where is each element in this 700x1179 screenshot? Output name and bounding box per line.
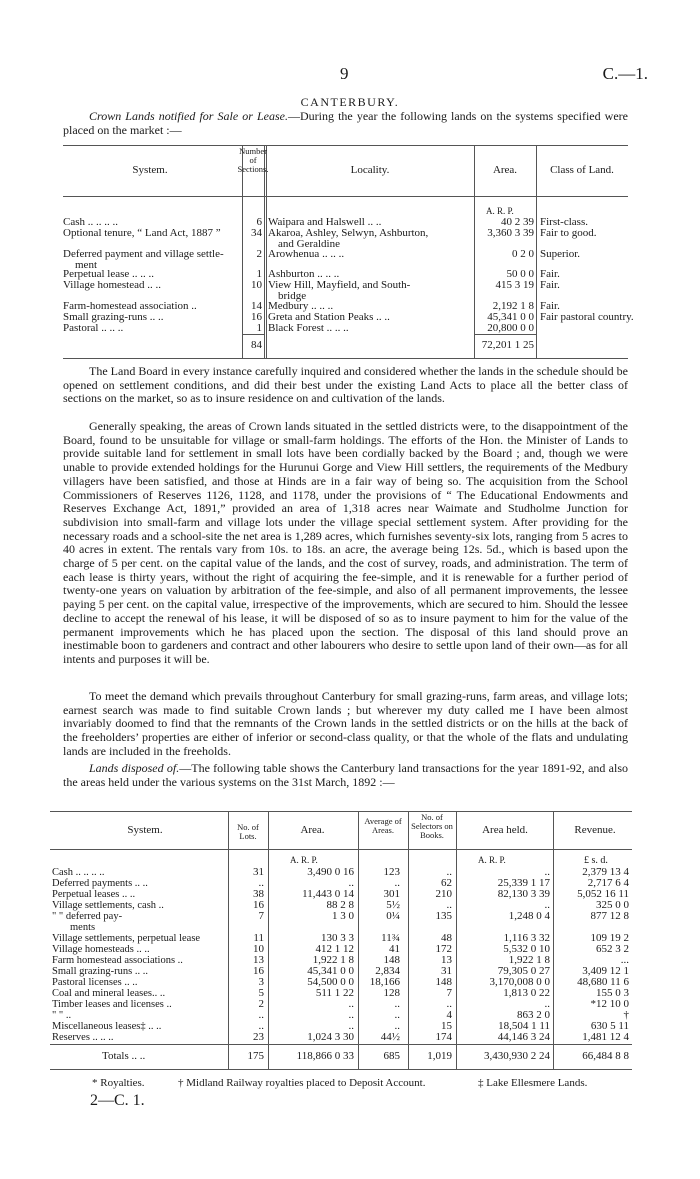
table2-cell-area-held: ..: [544, 998, 550, 1010]
header-area: Area.: [492, 164, 518, 176]
table2-cell-area-held: 3,170,008 0 0: [489, 976, 550, 988]
table1-bottom-rule: [63, 358, 628, 359]
table1-cell-area: 3,360 3 39: [487, 227, 534, 239]
table1-cell-locality: Arowhenua .. .. ..: [268, 248, 345, 260]
table2-cell-area: 54,500 0 0: [307, 976, 354, 988]
table2-cell-selectors: ..: [446, 866, 452, 878]
table2-cell-area-held: 79,305 0 27: [497, 965, 550, 977]
table2-cell-area-held: 82,130 3 39: [497, 888, 550, 900]
table2-cell-lots: 2: [258, 998, 264, 1010]
table2-cell-selectors: 135: [435, 910, 452, 922]
table2-cell-lots: 10: [253, 943, 264, 955]
table2-cell-area-held: 1,248 0 4: [508, 910, 550, 922]
table2-cell-lots: 31: [253, 866, 264, 878]
table1-cell-system: Optional tenure, “ Land Act, 1887 ”: [63, 227, 221, 239]
table2-cell-average: 148: [383, 954, 400, 966]
table1-cell-area: 2,192 1 8: [492, 300, 534, 312]
table1-cell-area: 50 0 0: [506, 268, 534, 280]
table1-header-rule: [63, 196, 628, 197]
table2-cell-area: ..: [348, 1020, 354, 1032]
header2-revenue: Revenue.: [574, 824, 616, 836]
header2-lots: No. of Lots.: [237, 822, 259, 841]
table1-cell-sections: 16: [251, 311, 262, 323]
table2-cell-system: Village settlements, perpetual lease: [52, 933, 201, 944]
table2-cell-average: 301: [383, 888, 400, 900]
table2-cell-system: Perpetual leases .. ..: [52, 889, 136, 900]
table2-cell-system: Coal and mineral leases.. ..: [52, 988, 166, 999]
table2-cell-average: 41: [389, 943, 400, 955]
table2-cell-selectors: ..: [446, 899, 452, 911]
table2-cell-area-held: 18,504 1 11: [498, 1020, 550, 1032]
disposed-lead: Lands disposed of.: [89, 761, 180, 775]
table2-cell-lots: 16: [253, 899, 264, 911]
table2-cell-area: 3,490 0 16: [307, 866, 354, 878]
table1-cell-locality: Akaroa, Ashley, Selwyn, Ashburton,: [268, 227, 429, 239]
table2-cell-area: ..: [348, 998, 354, 1010]
table2-cell-system: " " ..: [52, 1010, 72, 1021]
table2-cell-average: 18,166: [369, 976, 400, 988]
table2-total-area: 118,866 0 33: [296, 1050, 354, 1062]
table2-total-selectors: 1,019: [427, 1050, 452, 1062]
table2-total-average: 685: [383, 1050, 400, 1062]
table2-cell-system: Cash .. .. .. ..: [52, 867, 105, 878]
table2-cell-average: ..: [394, 1020, 400, 1032]
intro-paragraph: [63, 110, 628, 137]
table2-cell-revenue: 155 0 3: [596, 987, 629, 999]
table1-column-rule: [266, 145, 267, 358]
table2-cell-revenue: †: [623, 1009, 629, 1021]
table2-cell-revenue: 877 12 8: [590, 910, 629, 922]
table1-cell-area: 40 2 39: [501, 216, 534, 228]
table1-cell-locality: Greta and Station Peaks .. ..: [268, 311, 390, 323]
table2-cell-lots: ..: [258, 1020, 264, 1032]
table1-cell-sections: 14: [251, 300, 262, 312]
table2-cell-average: 44½: [380, 1031, 400, 1043]
table2-cell-system-cont: ments: [70, 922, 96, 933]
table2-bottom-rule: [50, 1069, 632, 1070]
table2-cell-average: ..: [394, 877, 400, 889]
table2-cell-selectors: 148: [435, 976, 452, 988]
units2-revenue: £ s. d.: [584, 855, 608, 866]
table1-cell-locality: View Hill, Mayfield, and South-: [268, 279, 411, 291]
table1-cell-class: Fair.: [540, 268, 560, 280]
table2-cell-selectors: 172: [435, 943, 452, 955]
table2-cell-system: Reserves .. .. ..: [52, 1032, 114, 1043]
table2-cell-area-held: 44,146 3 24: [497, 1031, 550, 1043]
table2-cell-selectors: ..: [446, 998, 452, 1010]
table1-cell-locality-cont: bridge: [278, 290, 307, 302]
table1-cell-sections: 2: [256, 248, 262, 260]
document-reference: C.—1.: [602, 64, 648, 83]
table2-cell-average: 11¾: [381, 932, 400, 944]
disposed-paragraph: [63, 762, 628, 789]
table2-cell-area: ..: [348, 1009, 354, 1021]
table2-cell-selectors: 48: [441, 932, 452, 944]
table2-cell-average: 123: [383, 866, 400, 878]
table2-cell-selectors: 13: [441, 954, 452, 966]
table2-cell-system: Deferred payments .. ..: [52, 878, 148, 889]
table2-cell-area-held: 1,922 1 8: [508, 954, 550, 966]
table2-cell-average: 0¼: [386, 910, 400, 922]
header2-area-held: Area held.: [482, 824, 528, 836]
table1-cell-locality: Black Forest .. .. ..: [268, 322, 349, 334]
table1-cell-system: Farm-homestead association ..: [63, 300, 197, 312]
table1-cell-system-cont: ment: [75, 259, 97, 271]
table2-cell-area: 45,341 0 0: [307, 965, 354, 977]
table2-cell-selectors: 31: [441, 965, 452, 977]
table2-cell-area: 1,024 3 30: [307, 1031, 354, 1043]
footnote-ellesmere: ‡ Lake Ellesmere Lands.: [478, 1077, 588, 1089]
table2-cell-revenue: 2,717 6 4: [587, 877, 629, 889]
table1-cell-system: Village homestead .. ..: [63, 279, 162, 291]
table1-cell-sections: 10: [251, 279, 262, 291]
table2-cell-area: 88 2 8: [326, 899, 354, 911]
table2-cell-lots: ..: [258, 1009, 264, 1021]
table1-total-area: 72,201 1 25: [481, 339, 534, 351]
table1-cell-sections: 6: [256, 216, 262, 228]
table1-cell-area: 20,800 0 0: [487, 322, 534, 334]
intro-text: —During the year the following lands on the systems specified were placed on the market :—: [63, 109, 628, 137]
table1-cell-system: Deferred payment and village settle-: [63, 248, 224, 260]
table2-cell-lots: 38: [253, 888, 264, 900]
table2-header-rule: [50, 849, 632, 850]
table1-cell-area: 45,341 0 0: [487, 311, 534, 323]
table2-cell-area-held: 1,813 0 22: [503, 987, 550, 999]
table2-cell-lots: 11: [253, 932, 264, 944]
table1-cell-locality: Ashburton .. .. ..: [268, 268, 340, 280]
table2-cell-area: 1,922 1 8: [312, 954, 354, 966]
table2-cell-revenue: 2,379 13 4: [582, 866, 629, 878]
table2-cell-selectors: 62: [441, 877, 452, 889]
table1-cell-area: 415 3 19: [495, 279, 534, 291]
table2-cell-revenue: 5,052 16 11: [577, 888, 629, 900]
table2-cell-system: Timber leases and licenses ..: [52, 999, 172, 1010]
table1-cell-locality: Medbury .. .. ..: [268, 300, 334, 312]
table2-cell-revenue: 109 19 2: [590, 932, 629, 944]
header2-selectors: No. of Selectors on Books.: [411, 812, 453, 840]
table1-cell-class: Superior.: [540, 248, 581, 260]
table2-cell-area: 412 1 12: [315, 943, 354, 955]
table1-cell-system: Pastoral .. .. ..: [63, 322, 124, 334]
table2-cell-revenue: 3,409 12 1: [582, 965, 629, 977]
table2-cell-system: Small grazing-runs .. ..: [52, 966, 148, 977]
table2-cell-system: Pastoral licenses .. ..: [52, 977, 138, 988]
table1-cell-locality-cont: and Geraldine: [278, 238, 340, 250]
table1-cell-class: Fair to good.: [540, 227, 597, 239]
table2-total-revenue: 66,484 8 8: [582, 1050, 629, 1062]
table1-cell-system: Cash .. .. .. ..: [63, 216, 118, 228]
table2-cell-selectors: 7: [446, 987, 452, 999]
table2-cell-lots: ..: [258, 877, 264, 889]
table2-cell-lots: 13: [253, 954, 264, 966]
table2-cell-revenue: 652 3 2: [596, 943, 629, 955]
table2-cell-area-held: 5,532 0 10: [503, 943, 550, 955]
table2-cell-lots: 7: [258, 910, 264, 922]
units2-held: A. R. P.: [478, 855, 506, 865]
table2-totals-rule: [50, 1044, 632, 1045]
table2-cell-average: ..: [394, 1009, 400, 1021]
table1-cell-class: Fair pastoral country.: [540, 311, 634, 323]
table2-cell-revenue: 48,680 11 6: [577, 976, 629, 988]
body-paragraph-2: Generally speaking, the areas of Crown lands situated in the settled districts were, to the disappointment of the Board, found to be unsuitable for village or small-farm holdings. The efforts of the Hon. the Minister of Lands to provide suitable land for settlement in small lots have been cordially backed by the Board ; and, though we were unable to provide extended holdings for the Hurunui Gorge and View Hill settlers, the requirements of the Medbury villagers have been satisfied, and those at Hinds are in a fair way of being so. The acquisition from the School Commissioners of Reserves 1126, 1128, and 1178, under the provisions of “ The Educational Endowments and Reserves Exchange Act, 1891,” provided an area of 1,318 acres near Waimate and Studholme Junction for subdivision into small-farm and village lots under the village special settlement system. After providing for the necessary roads and a school-site the net area is 1,289 acres, which furnishes seventy-six lots, ranging from 5 acres to 40 acres in extent. The rentals vary from 10s. to 18s. an acre, the average being 12s. 5d., which is based upon the charge of 5 per cent. on the capital value of the lands, and the cost of survey, roads, and administration. The term of each lease is thirty years, without the right of acquiring the fee-simple, and it is renewable for a further period of twenty-one years on valuation by arbitration of the fee-simple, and also of all permanent improvements, the lessee paying 5 per cent. on the capital value, irrespective of the improvements, which are secured to him. Should the lessee decline to accept the renewal of his lease, it will be disposed of so as to insure payment to him for the value of the permanent improvements which he has placed upon the section. The disposal of this land should prove an inestimable boon to gardeners and contract and other labourers who desire to settle upon land of their own—as for all intents and purposes it will be.: [63, 419, 628, 666]
table2-cell-revenue: 325 0 0: [596, 899, 629, 911]
table1-cell-sections: 1: [256, 322, 262, 334]
table1-cell-class: Fair.: [540, 279, 560, 291]
table2-cell-selectors: 210: [435, 888, 452, 900]
table2-totals-label: Totals .. ..: [102, 1050, 146, 1062]
table2-cell-area-held: 25,339 1 17: [497, 877, 550, 889]
area-units: A. R. P.: [486, 206, 514, 216]
body-paragraph-3: To meet the demand which prevails throughout Canterbury for small grazing-runs, farm areas, and village lots; earnest search was made to find suitable Crown lands ; but wherever my duty called me I have been almost invariably doomed to find that the remnants of the Crown lands in the settled districts or on the hills at the back of the freeholders’ properties are either of inferior or second-class quality, or that the whole of the flats and undulating lands are included in the freeholds.: [63, 689, 628, 758]
table1-cell-class: Fair.: [540, 300, 560, 312]
units2-area: A. R. P.: [290, 855, 318, 865]
table2-top-rule: [50, 811, 632, 812]
table1-cell-system: Perpetual lease .. .. ..: [63, 268, 155, 280]
table2-cell-revenue: 1,481 12 4: [582, 1031, 629, 1043]
intro-lead: Crown Lands notified for Sale or Lease.: [89, 109, 289, 123]
table2-cell-average: ..: [394, 998, 400, 1010]
header-locality: Locality.: [350, 164, 390, 176]
table2-cell-area: 130 3 3: [321, 932, 354, 944]
body-paragraph-1: The Land Board in every instance carefully inquired and considered whether the lands in the schedule should be opened on settlement conditions, and did their best under the existing Land Acts to place all the better class of sections on the market, so as to insure residence on and cultivation of the lands.: [63, 364, 628, 406]
table1-cell-area: 0 2 0: [512, 248, 534, 260]
table2-cell-revenue: 630 5 11: [590, 1020, 629, 1032]
table2-cell-lots: 3: [258, 976, 264, 988]
table2-cell-average: 128: [383, 987, 400, 999]
page-number: 9: [340, 64, 349, 83]
table2-cell-system: Farm homestead associations ..: [52, 955, 183, 966]
header2-area: Area.: [300, 824, 325, 836]
table2-cell-lots: 5: [258, 987, 264, 999]
table2-cell-area-held: ..: [544, 866, 550, 878]
header2-average: Average of Areas.: [364, 816, 402, 835]
table2-cell-selectors: 4: [446, 1009, 452, 1021]
table2-cell-selectors: 174: [435, 1031, 452, 1043]
table1-top-rule: [63, 145, 628, 146]
footnote-midland: † Midland Railway royalties placed to Deposit Account.: [178, 1077, 426, 1089]
table2-cell-system: Miscellaneous leases‡ .. ..: [52, 1021, 162, 1032]
table1-cell-sections: 1: [256, 268, 262, 280]
table2-cell-revenue: *12 10 0: [590, 998, 629, 1010]
table2-cell-revenue: ...: [620, 954, 629, 966]
table1-cell-locality: Waipara and Halswell .. ..: [268, 216, 382, 228]
table2-cell-selectors: 15: [441, 1020, 452, 1032]
table2-cell-average: 2,834: [375, 965, 400, 977]
table2-cell-system: Village homesteads .. ..: [52, 944, 150, 955]
header2-system: System.: [127, 824, 163, 836]
table1-total-sections: 84: [251, 339, 262, 351]
table2-cell-lots: 16: [253, 965, 264, 977]
disposed-text: —The following table shows the Canterbury land transactions for the year 1891-92, and also the areas held under the various systems on the 31st March, 1892 :—: [63, 761, 629, 789]
table1-cell-class: First-class.: [540, 216, 588, 228]
footnote-royalties: * Royalties.: [92, 1077, 145, 1089]
table2-cell-system: " " deferred pay-: [52, 911, 123, 922]
table2-cell-area-held: 1,116 3 32: [503, 932, 550, 944]
table2-cell-system: Village settlements, cash ..: [52, 900, 164, 911]
table2-cell-area: 11,443 0 14: [302, 888, 354, 900]
table1-cell-sections: 34: [251, 227, 262, 239]
table1-column-rule: [264, 145, 265, 358]
header-system: System.: [132, 164, 168, 176]
table2-cell-area: 1 3 0: [332, 910, 354, 922]
header-sections: Number of Sections.: [237, 146, 269, 174]
table2-cell-average: 5½: [386, 899, 400, 911]
header-class: Class of Land.: [550, 164, 614, 176]
table2-cell-lots: 23: [253, 1031, 264, 1043]
table2-cell-area-held: ..: [544, 899, 550, 911]
table2-cell-area: 511 1 22: [315, 987, 354, 999]
table2-cell-area-held: 863 2 0: [517, 1009, 550, 1021]
table2-total-area-held: 3,430,930 2 24: [484, 1050, 550, 1062]
table1-cell-system: Small grazing-runs .. ..: [63, 311, 164, 323]
page-signature: 2—C. 1.: [90, 1092, 145, 1109]
section-title: CANTERBURY.: [300, 95, 400, 109]
table2-cell-area: ..: [348, 877, 354, 889]
table2-total-lots: 175: [247, 1050, 264, 1062]
